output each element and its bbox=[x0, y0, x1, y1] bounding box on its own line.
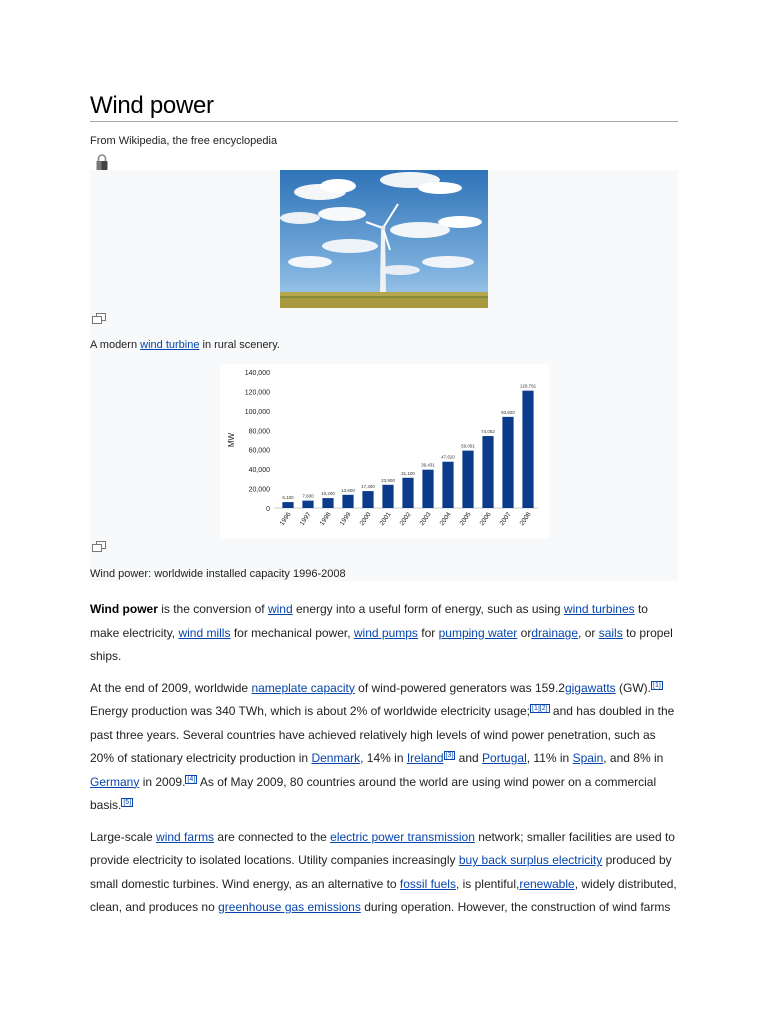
link-wind-turbines[interactable]: wind turbines bbox=[563, 602, 635, 616]
bar bbox=[522, 391, 533, 508]
bar bbox=[502, 417, 513, 508]
bar-value-label: 47,620 bbox=[441, 454, 455, 460]
figure-caption-2: Wind power: worldwide installed capacity 1996-2008 bbox=[90, 568, 346, 580]
link-ireland[interactable]: Ireland bbox=[406, 751, 444, 765]
figure-panel bbox=[90, 170, 678, 581]
bar-value-label: 93,820 bbox=[501, 409, 515, 415]
x-tick-label: 2003 bbox=[418, 511, 433, 527]
x-tick-label: 2005 bbox=[458, 511, 473, 527]
bar-value-label: 120,791 bbox=[519, 383, 537, 389]
enlarge-icon[interactable] bbox=[92, 313, 106, 324]
bar bbox=[362, 491, 373, 508]
page-title: Wind power bbox=[90, 92, 214, 119]
bar bbox=[442, 462, 453, 508]
paragraph-3: Large-scale wind farms are connected to the electric power transmission network; smaller facilities are used to provide electricity to isolated locations. Utility companies increasingly buy back surplus electricity produced by small domestic turbines. Wind energy, as an alternative to fossil fuels, is plentiful,renewable, widely distributed, clean, and produces no greenhouse gas emissions during operation. However, the construction of wind farms bbox=[90, 829, 677, 914]
bar bbox=[342, 495, 353, 508]
bar bbox=[482, 436, 493, 508]
paragraph-2: At the end of 2009, worldwide nameplate capacity of wind-powered generators was 159.2gigawatts (GW). [1] Energy production was 340 TWh, which is about 2% of worldwide electricity usage; [1][2] and has doubled in the past three years. Several countries have achieved relatively high levels of wind power penetration, such as 20% of stationary electricity production in Denmark, 14% in Ireland [3] and Portugal, 11% in Spain, and 8% in Germany in 2009. [4] As of May 2009, 80 countries around the world are using wind power on a commercial basis. [5] bbox=[90, 680, 675, 812]
link-drainage[interactable]: drainage bbox=[531, 625, 579, 640]
link-wind-turbine[interactable]: wind turbine bbox=[140, 339, 200, 351]
x-tick-label: 2000 bbox=[358, 511, 373, 527]
bar-value-label: 23,900 bbox=[381, 477, 395, 483]
reference[interactable]: [1] bbox=[653, 681, 661, 689]
link-electric-power-transmission[interactable]: electric power transmission bbox=[330, 829, 475, 844]
title-divider bbox=[90, 121, 678, 122]
x-tick-label: 2006 bbox=[478, 511, 493, 527]
link-wind[interactable]: wind bbox=[267, 602, 293, 616]
reference[interactable]: [3] bbox=[445, 752, 454, 759]
bar bbox=[282, 502, 293, 508]
bar-value-label: 7,600 bbox=[302, 493, 314, 499]
link-buy-back-surplus-electricity[interactable]: buy back surplus electricity bbox=[458, 853, 603, 867]
link-gigawatts[interactable]: gigawatts bbox=[564, 680, 616, 695]
reference[interactable]: [4] bbox=[187, 775, 196, 783]
y-axis-title: MW bbox=[227, 432, 236, 448]
y-tick-label: 120,000 bbox=[244, 389, 270, 397]
reference[interactable]: [1][2] bbox=[532, 705, 548, 712]
bar-value-label: 17,400 bbox=[361, 484, 375, 490]
bar-value-label: 10,200 bbox=[321, 491, 335, 497]
link-germany[interactable]: Germany bbox=[90, 774, 140, 789]
link-fossil-fuels[interactable]: fossil fuels bbox=[399, 876, 456, 891]
x-tick-label: 1998 bbox=[318, 511, 333, 527]
bar bbox=[402, 478, 413, 508]
y-tick-label: 40,000 bbox=[248, 467, 270, 475]
lock-icon bbox=[95, 153, 109, 171]
bar bbox=[322, 498, 333, 508]
bar-value-label: 6,100 bbox=[282, 495, 294, 501]
enlarge-icon[interactable] bbox=[92, 541, 106, 552]
lead-term: Wind power bbox=[90, 602, 158, 616]
link-wind-mills[interactable]: wind mills bbox=[178, 625, 231, 640]
x-tick-label: 2008 bbox=[518, 511, 533, 527]
article-body bbox=[90, 598, 678, 928]
bar-value-label: 74,052 bbox=[481, 429, 495, 435]
figure-caption-1: A modern wind turbine in rural scenery. bbox=[90, 339, 280, 351]
bar-value-label: 13,600 bbox=[341, 487, 355, 493]
y-tick-label: 0 bbox=[266, 506, 270, 513]
bar-value-label: 31,100 bbox=[401, 470, 415, 476]
link-denmark[interactable]: Denmark bbox=[311, 751, 361, 765]
y-tick-label: 100,000 bbox=[244, 408, 270, 416]
link-greenhouse-gas-emissions[interactable]: greenhouse gas emissions bbox=[218, 900, 361, 914]
link-wind-farms[interactable]: wind farms bbox=[156, 829, 215, 844]
x-tick-label: 1997 bbox=[298, 511, 313, 527]
x-tick-label: 2007 bbox=[498, 511, 513, 527]
link-spain[interactable]: Spain bbox=[572, 751, 604, 765]
y-tick-label: 80,000 bbox=[248, 428, 270, 436]
x-tick-label: 2001 bbox=[378, 511, 393, 527]
bar bbox=[382, 485, 393, 508]
bar bbox=[462, 451, 473, 508]
y-tick-label: 20,000 bbox=[248, 486, 270, 494]
link-pumping-water[interactable]: pumping water bbox=[438, 625, 518, 640]
capacity-chart[interactable] bbox=[220, 364, 549, 538]
bar-value-label: 59,091 bbox=[461, 443, 475, 449]
paragraph-1: Wind power is the conversion of wind energy into a useful form of energy, such as using wind turbines to make electricity, wind mills for mechanical power, wind pumps for pumping water ordrainage, or sails to propel ships. bbox=[90, 602, 673, 663]
link-wind-pumps[interactable]: wind pumps bbox=[353, 625, 418, 640]
bar-value-label: 39,431 bbox=[421, 462, 435, 468]
x-tick-label: 2004 bbox=[438, 511, 453, 527]
y-tick-label: 140,000 bbox=[244, 370, 270, 377]
tagline: From Wikipedia, the free encyclopedia bbox=[90, 135, 278, 147]
wind-turbine-photo[interactable] bbox=[280, 170, 488, 308]
y-tick-label: 60,000 bbox=[248, 447, 270, 455]
link-sails[interactable]: sails bbox=[598, 625, 623, 640]
x-tick-label: 1999 bbox=[338, 511, 353, 527]
link-renewable[interactable]: renewable bbox=[519, 876, 575, 891]
link-nameplate-capacity[interactable]: nameplate capacity bbox=[251, 680, 355, 695]
bar bbox=[302, 501, 313, 508]
reference[interactable]: [5] bbox=[123, 799, 132, 806]
link-portugal[interactable]: Portugal bbox=[482, 751, 527, 765]
x-tick-label: 1996 bbox=[278, 511, 293, 527]
x-tick-label: 2002 bbox=[398, 511, 413, 527]
bar bbox=[422, 470, 433, 508]
